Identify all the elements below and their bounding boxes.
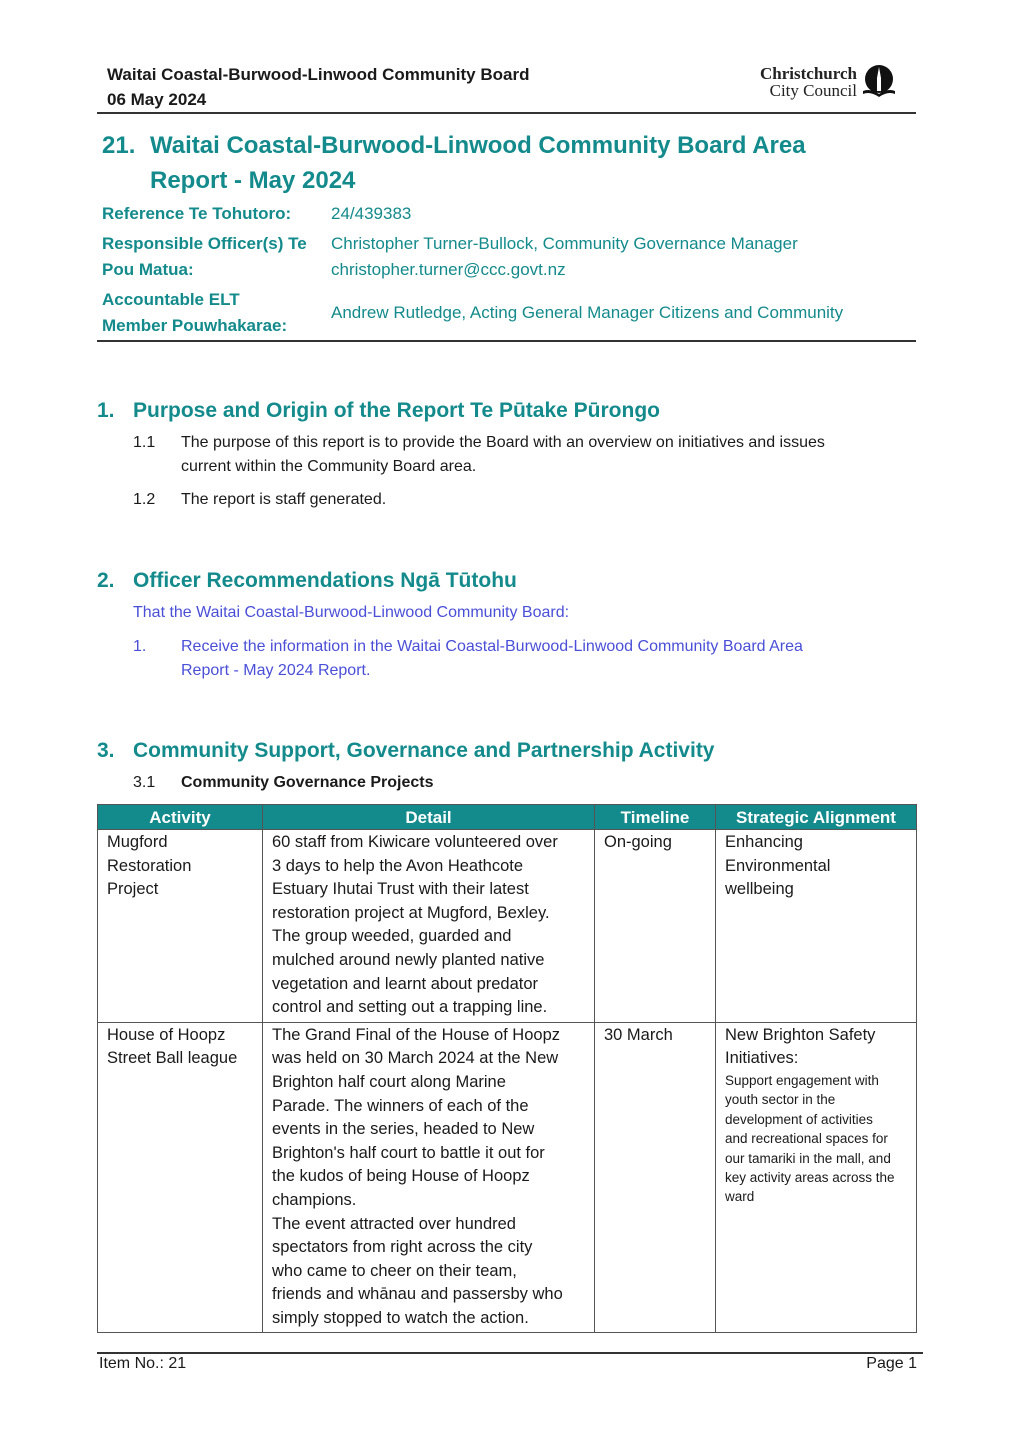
cell-line: Estuary Ihutai Trust with their latest	[272, 880, 529, 899]
subsection-3-1-heading: Community Governance Projects	[181, 774, 434, 791]
meta-label-officer-2: Pou Matua:	[102, 260, 194, 279]
report-title-line1: Waitai Coastal-Burwood-Linwood Community Board Area	[150, 132, 806, 159]
cell-small-line: our tamariki in the mall, and	[725, 1150, 891, 1166]
cell-line: Initiatives:	[725, 1049, 799, 1068]
item-1-2-number: 1.2	[133, 491, 156, 508]
cell-line: Restoration	[107, 856, 192, 875]
recommendation-1-line1: Receive the information in the Waitai Coastal-Burwood-Linwood Community Board Area	[181, 638, 803, 655]
col-header-detail: Detail	[263, 805, 595, 830]
recommendation-1-number: 1.	[133, 638, 147, 655]
cell-small-line: key activity areas across the	[725, 1169, 895, 1185]
cell-line: the kudos of being House of Hoopz	[272, 1167, 530, 1186]
board-name: Waitai Coastal-Burwood-Linwood Community Board	[107, 65, 530, 84]
cell-activity	[98, 1022, 263, 1333]
cell-line: The group weeded, guarded and	[272, 927, 512, 946]
item-1-1-line1: The purpose of this report is to provide the Board with an overview on initiatives and issues	[181, 434, 825, 451]
meeting-date: 06 May 2024	[107, 90, 207, 109]
footer-item-number: Item No.: 21	[99, 1355, 187, 1372]
cell-timeline: 30 March	[595, 1022, 716, 1333]
logo-line1: Christchurch	[760, 64, 857, 83]
cell-line: Street Ball league	[107, 1049, 238, 1068]
cell-line: 3 days to help the Avon Heathcote	[272, 856, 524, 875]
cell-alignment	[716, 1022, 917, 1333]
cell-line: Brighton half court along Marine	[272, 1072, 506, 1091]
item-1-1-number: 1.1	[133, 434, 156, 451]
section1-heading: Purpose and Origin of the Report Te Pūtake Pūrongo	[133, 399, 660, 422]
report-title-line2: Report - May 2024	[150, 167, 356, 194]
section3-number: 3.	[97, 739, 115, 762]
section2-heading: Officer Recommendations Ngā Tūtohu	[133, 569, 517, 592]
meta-value-officer-name: Christopher Turner-Bullock, Community Governance Manager	[331, 234, 798, 253]
cell-line: Mugford	[107, 833, 168, 851]
subsection-3-1-number: 3.1	[133, 774, 156, 791]
meta-label-officer-1: Responsible Officer(s) Te	[102, 234, 307, 253]
cathedral-logo-icon	[860, 64, 898, 100]
recommendation-1-line2: Report - May 2024 Report.	[181, 662, 371, 679]
cell-line: New Brighton Safety	[725, 1025, 876, 1044]
projects-table	[97, 804, 917, 1333]
cell-line: vegetation and learnt about predator	[272, 974, 539, 993]
cell-alignment	[716, 830, 917, 1023]
footer-page-number: Page 1	[866, 1355, 917, 1372]
report-number: 21.	[102, 132, 136, 159]
cell-line: Brighton's half court to battle it out for	[272, 1143, 545, 1162]
cell-line: House of Hoopz	[107, 1025, 226, 1044]
logo-line2: City Council	[769, 81, 857, 100]
meta-label-elt-1: Accountable ELT	[102, 290, 240, 309]
council-logo	[700, 64, 900, 104]
cell-line: Enhancing	[725, 833, 803, 851]
meta-label-reference: Reference Te Tohutoro:	[102, 204, 292, 223]
section3-heading: Community Support, Governance and Partnership Activity	[133, 739, 715, 762]
cell-line: Project	[107, 880, 159, 899]
header-rule	[97, 112, 916, 114]
meta-value-elt: Andrew Rutledge, Acting General Manager Citizens and Community	[331, 303, 844, 322]
cell-line: events in the series, headed to New	[272, 1120, 535, 1139]
meta-rule	[97, 340, 916, 342]
cell-line: The event attracted over hundred	[272, 1214, 516, 1233]
cell-line: champions.	[272, 1190, 357, 1209]
cell-line: control and setting out a trapping line.	[272, 998, 548, 1017]
meta-value-officer-email[interactable]: christopher.turner@ccc.govt.nz	[331, 260, 566, 279]
item-1-2-line1: The report is staff generated.	[181, 491, 387, 508]
table-header-row	[98, 805, 917, 830]
cell-line: spectators from right across the city	[272, 1238, 533, 1257]
cell-line: mulched around newly planted native	[272, 950, 545, 969]
cell-activity	[98, 830, 263, 1023]
cell-line: restoration project at Mugford, Bexley.	[272, 903, 550, 922]
section1-number: 1.	[97, 399, 115, 422]
cell-detail	[263, 830, 595, 1023]
col-header-timeline: Timeline	[595, 805, 716, 830]
footer-rule	[97, 1352, 923, 1354]
cell-small-line: ward	[725, 1189, 755, 1205]
recommendation-intro: That the Waitai Coastal-Burwood-Linwood Community Board:	[133, 604, 570, 621]
cell-small-line: and recreational spaces for	[725, 1131, 888, 1147]
cell-small-line: development of activities	[725, 1111, 873, 1127]
col-header-activity: Activity	[98, 805, 263, 830]
cell-detail	[263, 1022, 595, 1333]
item-1-1-line2: current within the Community Board area.	[181, 458, 477, 475]
cell-line: The Grand Final of the House of Hoopz	[272, 1025, 560, 1044]
cell-line: Parade. The winners of each of the	[272, 1096, 529, 1115]
cell-line: simply stopped to watch the action.	[272, 1308, 529, 1327]
table-row	[98, 1022, 917, 1333]
cell-small-line: youth sector in the	[725, 1092, 836, 1108]
cell-small-line: Support engagement with	[725, 1072, 879, 1088]
meta-value-reference: 24/439383	[331, 204, 412, 223]
col-header-strategic-alignment: Strategic Alignment	[716, 805, 917, 830]
section2-number: 2.	[97, 569, 115, 592]
cell-line: Environmental	[725, 856, 831, 875]
cell-line: friends and whānau and passersby who	[272, 1285, 563, 1304]
cell-line: wellbeing	[725, 880, 794, 899]
cell-line: who came to cheer on their team,	[272, 1261, 517, 1280]
cell-line: 60 staff from Kiwicare volunteered over	[272, 833, 558, 851]
table-row	[98, 830, 917, 1023]
meta-label-elt-2: Member Pouwhakarae:	[102, 316, 288, 335]
cell-line: was held on 30 March 2024 at the New	[272, 1049, 559, 1068]
cell-timeline: On-going	[595, 830, 716, 1023]
